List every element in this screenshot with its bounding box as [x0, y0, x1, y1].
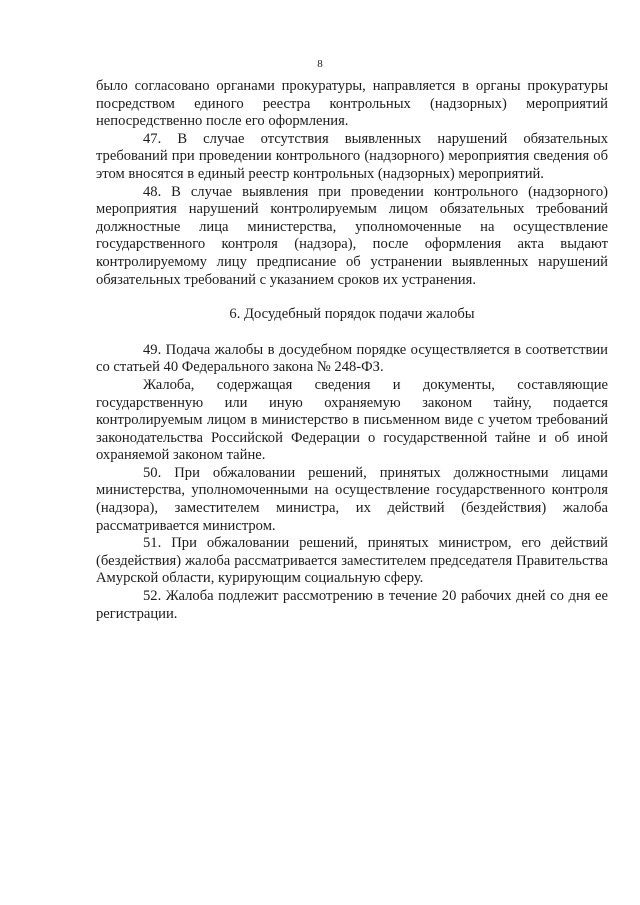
paragraph-47: 47. В случае отсутствия выявленных нарушений обязательных требований при проведении контрольного (надзорного) мероприятия сведения об этом вносятся в единый реестр контрольных (надзорных) мероприятий.	[96, 130, 608, 182]
paragraph-continuation: было согласовано органами прокуратуры, направляется в органы прокуратуры посредством единого реестра контрольных (надзорных) мероприятий непосредственно после его оформления.	[96, 78, 608, 130]
paragraph-49: 49. Подача жалобы в досудебном порядке осуществляется в соответствии со статьей 40 Федерального закона № 248-ФЗ.	[96, 341, 608, 376]
document-body	[96, 78, 608, 623]
paragraph-52: 52. Жалоба подлежит рассмотрению в течение 20 рабочих дней со дня ее регистрации.	[96, 588, 608, 622]
paragraph-complaint-secret: Жалоба, содержащая сведения и документы, составляющие государственную или иную охраняемую законом тайну, подается контролируемым лицом в министерство в письменном виде с учетом требований законодательства Российской Федерации о государственной тайне и об иной охраняемой законом тайне.	[96, 376, 608, 464]
paragraph-50: 50. При обжаловании решений, принятых должностными лицами министерства, уполномоченными на осуществление государственного контроля (надзора), заместителем министра, их действий (бездействия) жалоба рассматривается министром.	[96, 464, 608, 534]
page-number: 8	[317, 58, 323, 70]
section-heading: 6. Досудебный порядок подачи жалобы	[229, 306, 475, 323]
paragraph-51: 51. При обжаловании решений, принятых министром, его действий (бездействия) жалоба рассматривается заместителем председателя Правительства Амурской области, курирующим социальную сферу.	[96, 535, 608, 587]
paragraph-48: 48. В случае выявления при проведении контрольного (надзорного) мероприятия нарушений контролируемым лицом обязательных требований должностные лица министерства, уполномоченные на осуществление государственного контроля (надзора), после оформления акта выдают контролируемому лицу предписание об устранении выявленных нарушений обязательных требований с указанием сроков их устранения.	[96, 183, 608, 288]
